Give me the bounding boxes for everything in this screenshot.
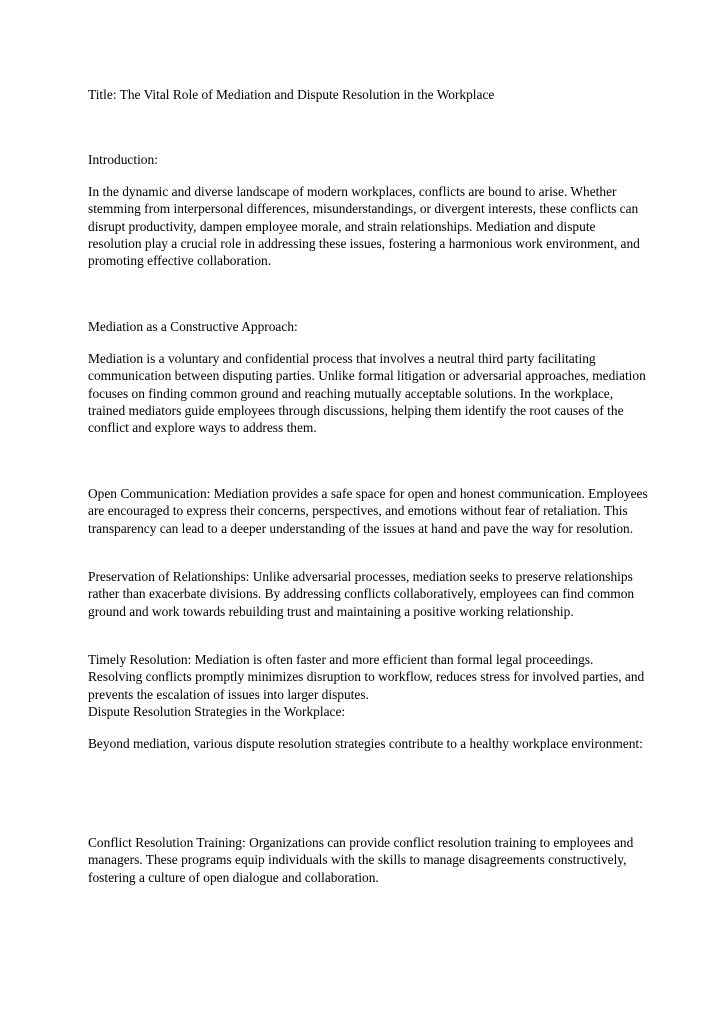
strategies-intro-paragraph: Beyond mediation, various dispute resolution strategies contribute to a healthy workplace environment: xyxy=(88,736,643,751)
strategies-heading: Dispute Resolution Strategies in the Workplace: xyxy=(88,704,346,719)
introduction-paragraph: In the dynamic and diverse landscape of modern workplaces, conflicts are bound to arise. Whether stemming from interpersonal differences, misunderstandings, or divergent interests, these conflicts can disrupt productivity, dampen employee morale, and strain relationships. Mediation and dispute resolution play a crucial role in addressing these issues, fostering a harmonious work environment, and promoting effective collaboration. xyxy=(88,184,640,269)
open-communication-paragraph: Open Communication: Mediation provides a safe space for open and honest communication. Employees are encouraged to express their concerns, perspectives, and emotions without fear of retaliation. This transparency can lead to a deeper understanding of the issues at hand and pave the way for resolution. xyxy=(88,486,648,536)
mediation-heading: Mediation as a Constructive Approach: xyxy=(88,319,298,334)
timely-resolution-paragraph: Timely Resolution: Mediation is often faster and more efficient than formal legal proceedings. Resolving conflicts promptly minimizes disruption to workflow, reduces stress for involved parties, and prevents the escalation of issues into larger disputes. xyxy=(88,652,645,702)
training-paragraph: Conflict Resolution Training: Organizations can provide conflict resolution training to employees and managers. These programs equip individuals with the skills to manage disagreements constructively, fostering a culture of open dialogue and collaboration. xyxy=(88,835,634,885)
mediation-paragraph: Mediation is a voluntary and confidential process that involves a neutral third party facilitating communication between disputing parties. Unlike formal litigation or adversarial approaches, mediation focuses on finding common ground and reaching mutually acceptable solutions. In the workplace, trained mediators guide employees through discussions, helping them identify the root causes of the conflict and explore ways to address them. xyxy=(88,351,646,436)
introduction-heading: Introduction: xyxy=(88,152,158,167)
preservation-paragraph: Preservation of Relationships: Unlike adversarial processes, mediation seeks to preserve relationships rather than exacerbate divisions. By addressing conflicts collaboratively, employees can find common ground and work towards rebuilding trust and maintaining a positive working relationship. xyxy=(88,569,635,619)
document-title: Title: The Vital Role of Mediation and Dispute Resolution in the Workplace xyxy=(88,87,495,102)
